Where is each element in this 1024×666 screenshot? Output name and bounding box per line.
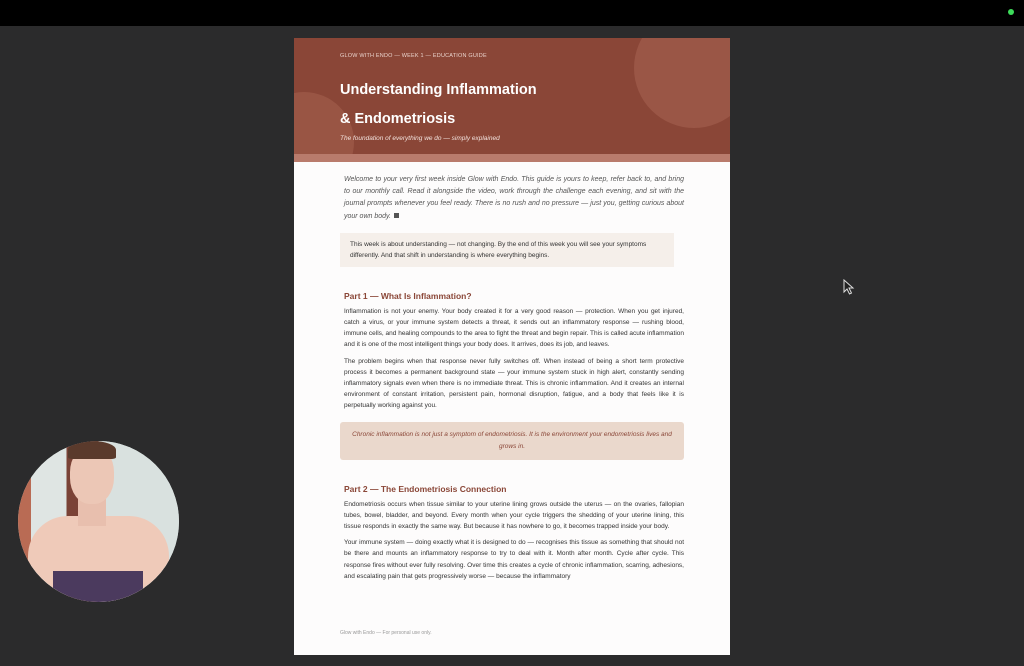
webcam-bubble[interactable]	[18, 441, 179, 602]
recording-indicator-icon	[1008, 9, 1014, 15]
header-band	[294, 154, 730, 162]
paragraph: Inflammation is not your enemy. Your body created it for a very good reason — protection. When you get injured, catch a virus, or your immune system detects a threat, it sends out an inflammatory response — rushing blood, immune cells, and healing compounds to the area to fight the threat and begin repair. This is called acute inflammation and it is one of the most intelligent things your body does. It arrives, does its job, and leaves.	[344, 307, 684, 349]
end-square-icon	[394, 213, 399, 218]
eyebrow-text: GLOW WITH ENDO — WEEK 1 — EDUCATION GUIDE	[340, 53, 487, 59]
section-heading-part2: Part 2 — The Endometriosis Connection	[344, 483, 507, 494]
intro-paragraph	[344, 174, 684, 223]
top-bar	[0, 0, 1024, 26]
pull-quote: Chronic inflammation is not just a symptom of endometriosis. It is the environment your endometriosis lives and grows in.	[340, 422, 684, 460]
title-line-1: Understanding Inflammation	[340, 82, 537, 98]
section-heading-part1: Part 1 — What Is Inflammation?	[344, 290, 472, 301]
document-content	[344, 174, 684, 587]
paragraph: The problem begins when that response never fully switches off. When instead of being a short term protective process it becomes a permanent background state — your immune system stuck in high alert, constantly sending inflammatory signals even when there is no immediate threat. This is chronic inflammation. And it creates an internal environment of constant irritation, persistent pain, hormonal disruption, fatigue, and a body that feels like it is perpetually working against you.	[344, 357, 684, 410]
document-header	[294, 38, 730, 154]
callout-box: This week is about understanding — not changing. By the end of this week you will see your symptoms differently. And that shift in understanding is where everything begins.	[340, 233, 674, 267]
webcam-person-clothing	[53, 571, 143, 602]
document-page[interactable]	[294, 38, 730, 655]
page-subtitle: The foundation of everything we do — simply explained	[340, 135, 500, 142]
intro-text: Welcome to your very first week inside Glow with Endo. This guide is yours to keep, refer back to, and bring to our monthly call. Read it alongside the video, work through the challenge each evening, and sit with the journal prompts whenever you feel ready. There is no rush and no pressure — just you, getting curious about your own body.	[344, 176, 684, 220]
paragraph: Endometriosis occurs when tissue similar to your uterine lining grows outside the uterus — on the ovaries, fallopian tubes, bowel, bladder, and beyond. Every month when your cycle triggers the shedding of your uterine lining, this tissue responds in exactly the same way. But because it has nowhere to go, it becomes trapped inside your body.	[344, 500, 684, 531]
page-title	[340, 76, 537, 134]
title-line-2: & Endometriosis	[340, 111, 456, 127]
page-footer: Glow with Endo — For personal use only.	[340, 630, 432, 636]
paragraph: Your immune system — doing exactly what it is designed to do — recognises this tissue as something that should not be there and mounts an inflammatory response to try to deal with it. Month after month. Cycle after cycle. This response fires without ever fully resolving. Over time this creates a cycle of chronic inflammation, scarring, adhesions, and escalating pain that gets progressively worse — because the inflammatory	[344, 539, 684, 580]
decorative-circle	[634, 38, 730, 128]
webcam-person-hair	[68, 441, 116, 459]
mouse-cursor-icon	[843, 279, 855, 295]
